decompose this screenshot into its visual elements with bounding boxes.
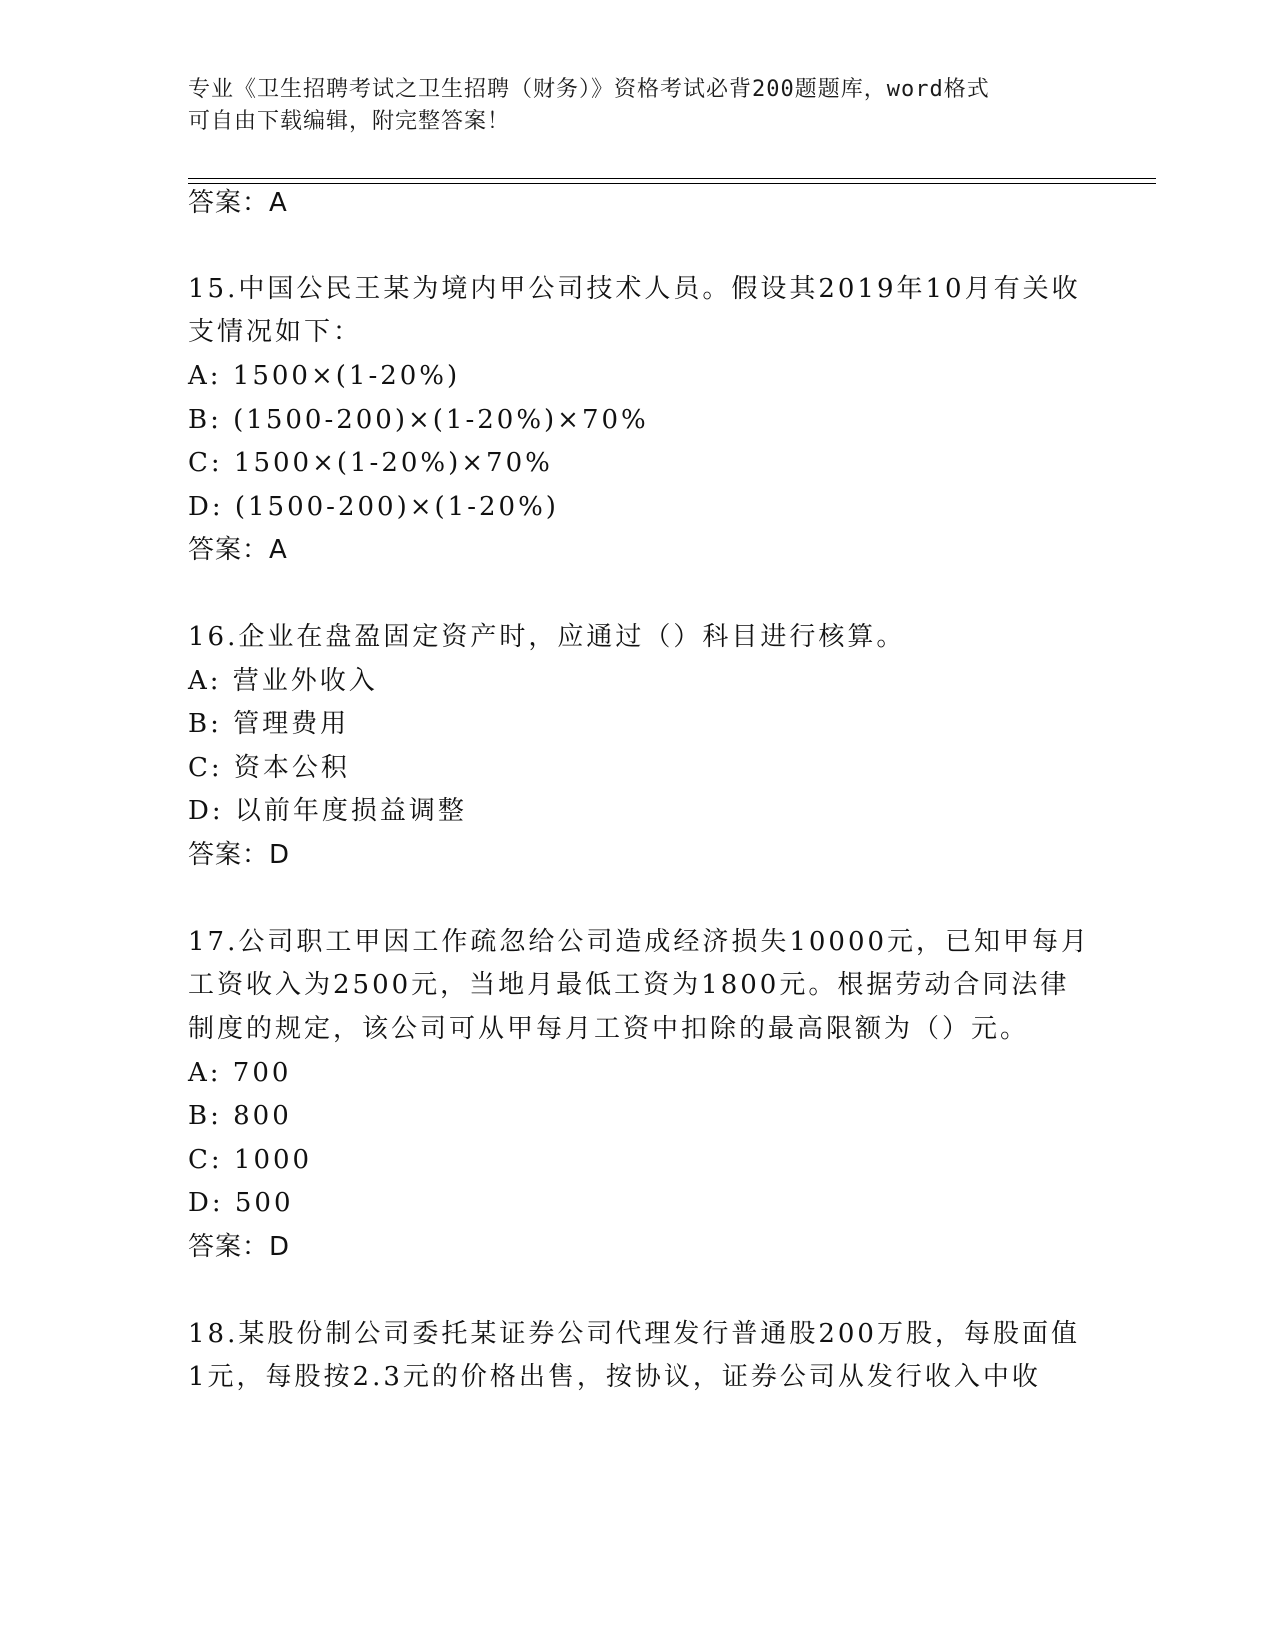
question-17-line-3: 制度的规定，该公司可从甲每月工资中扣除的最高限额为（）元。	[188, 1014, 1030, 1044]
header-divider-bottom	[188, 183, 1156, 184]
question-17-option-c: C: 1000	[188, 1145, 313, 1175]
question-17-option-a: A: 700	[188, 1058, 292, 1088]
question-16-option-a: A: 营业外收入	[188, 666, 378, 696]
question-16-option-d: D: 以前年度损益调整	[188, 796, 467, 826]
header-line-2: 可自由下载编辑，附完整答案！	[188, 109, 511, 134]
question-15-option-c: C: 1500×(1-20%)×70%	[188, 448, 553, 478]
question-15-option-d: D: (1500-200)×(1-20%)	[188, 492, 559, 522]
question-15-line-2: 支情况如下：	[188, 317, 363, 347]
answer-17: 答案：D	[188, 1232, 291, 1262]
question-15-option-a: A: 1500×(1-20%)	[188, 361, 461, 391]
question-17-option-d: D: 500	[188, 1188, 294, 1218]
question-17-line-1: 17.公司职工甲因工作疏忽给公司造成经济损失10000元，已知甲每月	[188, 927, 1091, 957]
question-18-line-1: 18.某股份制公司委托某证券公司代理发行普通股200万股，每股面值	[188, 1319, 1080, 1349]
question-15-line-1: 15.中国公民王某为境内甲公司技术人员。假设其2019年10月有关收	[188, 274, 1081, 304]
header-line-1: 专业《卫生招聘考试之卫生招聘（财务）》资格考试必背200题题库，word格式	[188, 77, 990, 102]
answer-16: 答案：D	[188, 840, 291, 870]
header-divider-top	[188, 178, 1156, 179]
document-header	[188, 74, 1068, 138]
question-16-option-c: C: 资本公积	[188, 753, 350, 783]
question-15-option-b: B: (1500-200)×(1-20%)×70%	[188, 405, 649, 435]
question-17-line-2: 工资收入为2500元，当地月最低工资为1800元。根据劳动合同法律	[188, 970, 1070, 1000]
answer-15: 答案：A	[188, 535, 288, 565]
question-18-line-2: 1元，每股按2.3元的价格出售，按协议，证券公司从发行收入中收	[188, 1362, 1041, 1392]
question-17-option-b: B: 800	[188, 1101, 292, 1131]
question-16-option-b: B: 管理费用	[188, 709, 350, 739]
question-16-line-1: 16.企业在盘盈固定资产时，应通过（）科目进行核算。	[188, 622, 906, 652]
answer-14: 答案：A	[188, 188, 288, 218]
